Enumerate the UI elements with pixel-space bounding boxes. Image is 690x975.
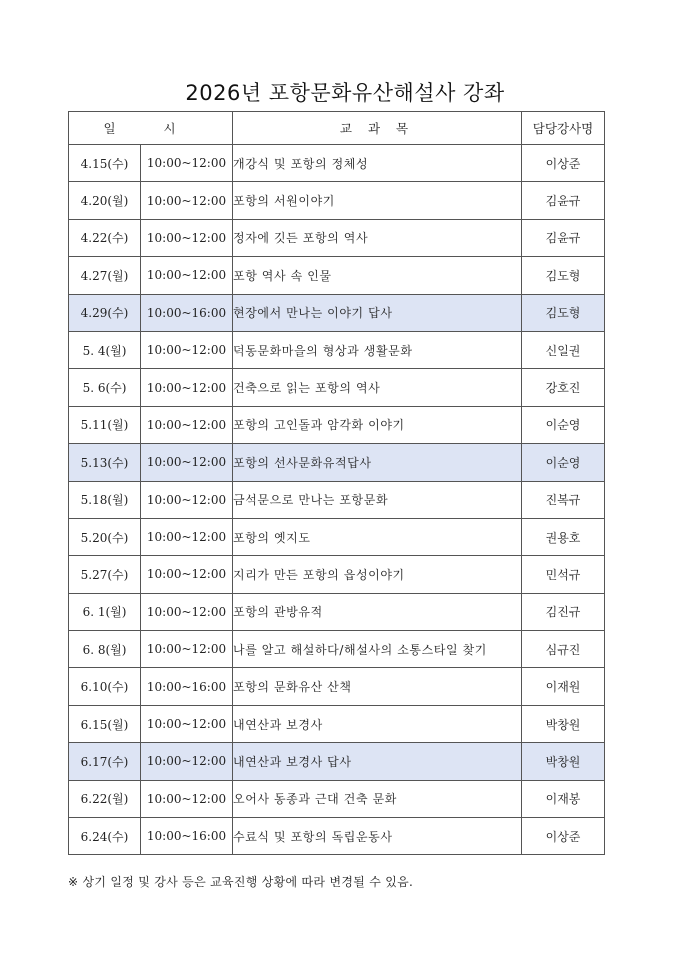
row-date: 4.27(월)	[69, 257, 141, 294]
row-subject: 현장에서 만나는 이야기 답사	[233, 294, 522, 331]
row-date: 6. 8(월)	[69, 631, 141, 668]
row-time: 10:00~12:00	[141, 331, 233, 368]
row-time: 10:00~12:00	[141, 481, 233, 518]
row-date: 6.24(수)	[69, 818, 141, 855]
row-date: 5.13(수)	[69, 444, 141, 481]
row-subject: 정자에 깃든 포항의 역사	[233, 219, 522, 256]
table-row	[69, 818, 605, 855]
row-time: 10:00~12:00	[141, 556, 233, 593]
row-subject: 포항 역사 속 인물	[233, 257, 522, 294]
row-time: 10:00~12:00	[141, 257, 233, 294]
row-time: 10:00~12:00	[141, 631, 233, 668]
row-date: 6.10(수)	[69, 668, 141, 705]
table-header-row	[69, 112, 605, 145]
row-instructor: 김도형	[522, 294, 605, 331]
row-time: 10:00~12:00	[141, 182, 233, 219]
row-date: 5. 4(월)	[69, 331, 141, 368]
table-row	[69, 369, 605, 406]
row-subject: 포항의 옛지도	[233, 518, 522, 555]
table-row	[69, 593, 605, 630]
row-instructor: 진복규	[522, 481, 605, 518]
row-subject: 포항의 선사문화유적답사	[233, 444, 522, 481]
row-instructor: 심규진	[522, 631, 605, 668]
row-time: 10:00~12:00	[141, 145, 233, 182]
table-row	[69, 668, 605, 705]
row-subject: 나를 알고 해설하다/해설사의 소통스타일 찾기	[233, 631, 522, 668]
table-row	[69, 219, 605, 256]
row-instructor: 이상준	[522, 818, 605, 855]
row-time: 10:00~12:00	[141, 219, 233, 256]
table-row	[69, 145, 605, 182]
row-instructor: 이재봉	[522, 780, 605, 817]
row-subject: 건축으로 읽는 포항의 역사	[233, 369, 522, 406]
row-instructor: 김윤규	[522, 219, 605, 256]
row-time: 10:00~12:00	[141, 780, 233, 817]
table-row	[69, 780, 605, 817]
row-date: 5.20(수)	[69, 518, 141, 555]
table-row	[69, 631, 605, 668]
footnote: ※ 상기 일정 및 강사 등은 교육진행 상황에 따라 변경될 수 있음.	[68, 875, 414, 889]
table-row	[69, 705, 605, 742]
row-instructor: 이재원	[522, 668, 605, 705]
row-date: 5.18(월)	[69, 481, 141, 518]
schedule-table	[68, 111, 605, 855]
row-instructor: 이순영	[522, 406, 605, 443]
table-row	[69, 406, 605, 443]
row-date: 4.15(수)	[69, 145, 141, 182]
table-row	[69, 331, 605, 368]
table-row	[69, 556, 605, 593]
row-instructor: 권용호	[522, 518, 605, 555]
table-row	[69, 743, 605, 780]
row-date: 5. 6(수)	[69, 369, 141, 406]
row-instructor: 김윤규	[522, 182, 605, 219]
row-instructor: 신일권	[522, 331, 605, 368]
row-subject: 포항의 관방유적	[233, 593, 522, 630]
row-time: 10:00~12:00	[141, 369, 233, 406]
row-subject: 내연산과 보경사 답사	[233, 743, 522, 780]
row-time: 10:00~12:00	[141, 705, 233, 742]
table-row	[69, 444, 605, 481]
row-subject: 포항의 서원이야기	[233, 182, 522, 219]
row-time: 10:00~12:00	[141, 743, 233, 780]
row-subject: 포항의 고인돌과 암각화 이야기	[233, 406, 522, 443]
row-instructor: 강호진	[522, 369, 605, 406]
row-date: 6.22(월)	[69, 780, 141, 817]
row-time: 10:00~12:00	[141, 593, 233, 630]
row-date: 5.11(월)	[69, 406, 141, 443]
table-row	[69, 182, 605, 219]
table-row	[69, 294, 605, 331]
row-date: 4.22(수)	[69, 219, 141, 256]
row-instructor: 김도형	[522, 257, 605, 294]
row-instructor: 이상준	[522, 145, 605, 182]
row-time: 10:00~12:00	[141, 444, 233, 481]
page-title: 2026년 포항문화유산해설사 강좌	[185, 81, 505, 105]
table-row	[69, 518, 605, 555]
header-subject: 교 과 목	[233, 112, 522, 145]
header-date: 일 시	[69, 112, 233, 145]
row-subject: 내연산과 보경사	[233, 705, 522, 742]
row-time: 10:00~16:00	[141, 294, 233, 331]
row-subject: 개강식 및 포항의 정체성	[233, 145, 522, 182]
row-instructor: 김진규	[522, 593, 605, 630]
row-time: 10:00~16:00	[141, 668, 233, 705]
row-instructor: 박창원	[522, 743, 605, 780]
row-subject: 지리가 만든 포항의 읍성이야기	[233, 556, 522, 593]
row-instructor: 민석규	[522, 556, 605, 593]
row-subject: 금석문으로 만나는 포항문화	[233, 481, 522, 518]
row-time: 10:00~12:00	[141, 518, 233, 555]
row-time: 10:00~12:00	[141, 406, 233, 443]
row-date: 6.17(수)	[69, 743, 141, 780]
header-instructor: 담당강사명	[522, 112, 605, 145]
row-date: 4.29(수)	[69, 294, 141, 331]
row-subject: 오어사 동종과 근대 건축 문화	[233, 780, 522, 817]
row-date: 4.20(월)	[69, 182, 141, 219]
row-time: 10:00~16:00	[141, 818, 233, 855]
row-subject: 덕동문화마을의 형상과 생활문화	[233, 331, 522, 368]
table-row	[69, 257, 605, 294]
row-instructor: 박창원	[522, 705, 605, 742]
row-subject: 포항의 문화유산 산책	[233, 668, 522, 705]
row-subject: 수료식 및 포항의 독립운동사	[233, 818, 522, 855]
row-instructor: 이순영	[522, 444, 605, 481]
row-date: 6.15(월)	[69, 705, 141, 742]
schedule-body	[69, 145, 605, 855]
row-date: 5.27(수)	[69, 556, 141, 593]
row-date: 6. 1(월)	[69, 593, 141, 630]
table-row	[69, 481, 605, 518]
